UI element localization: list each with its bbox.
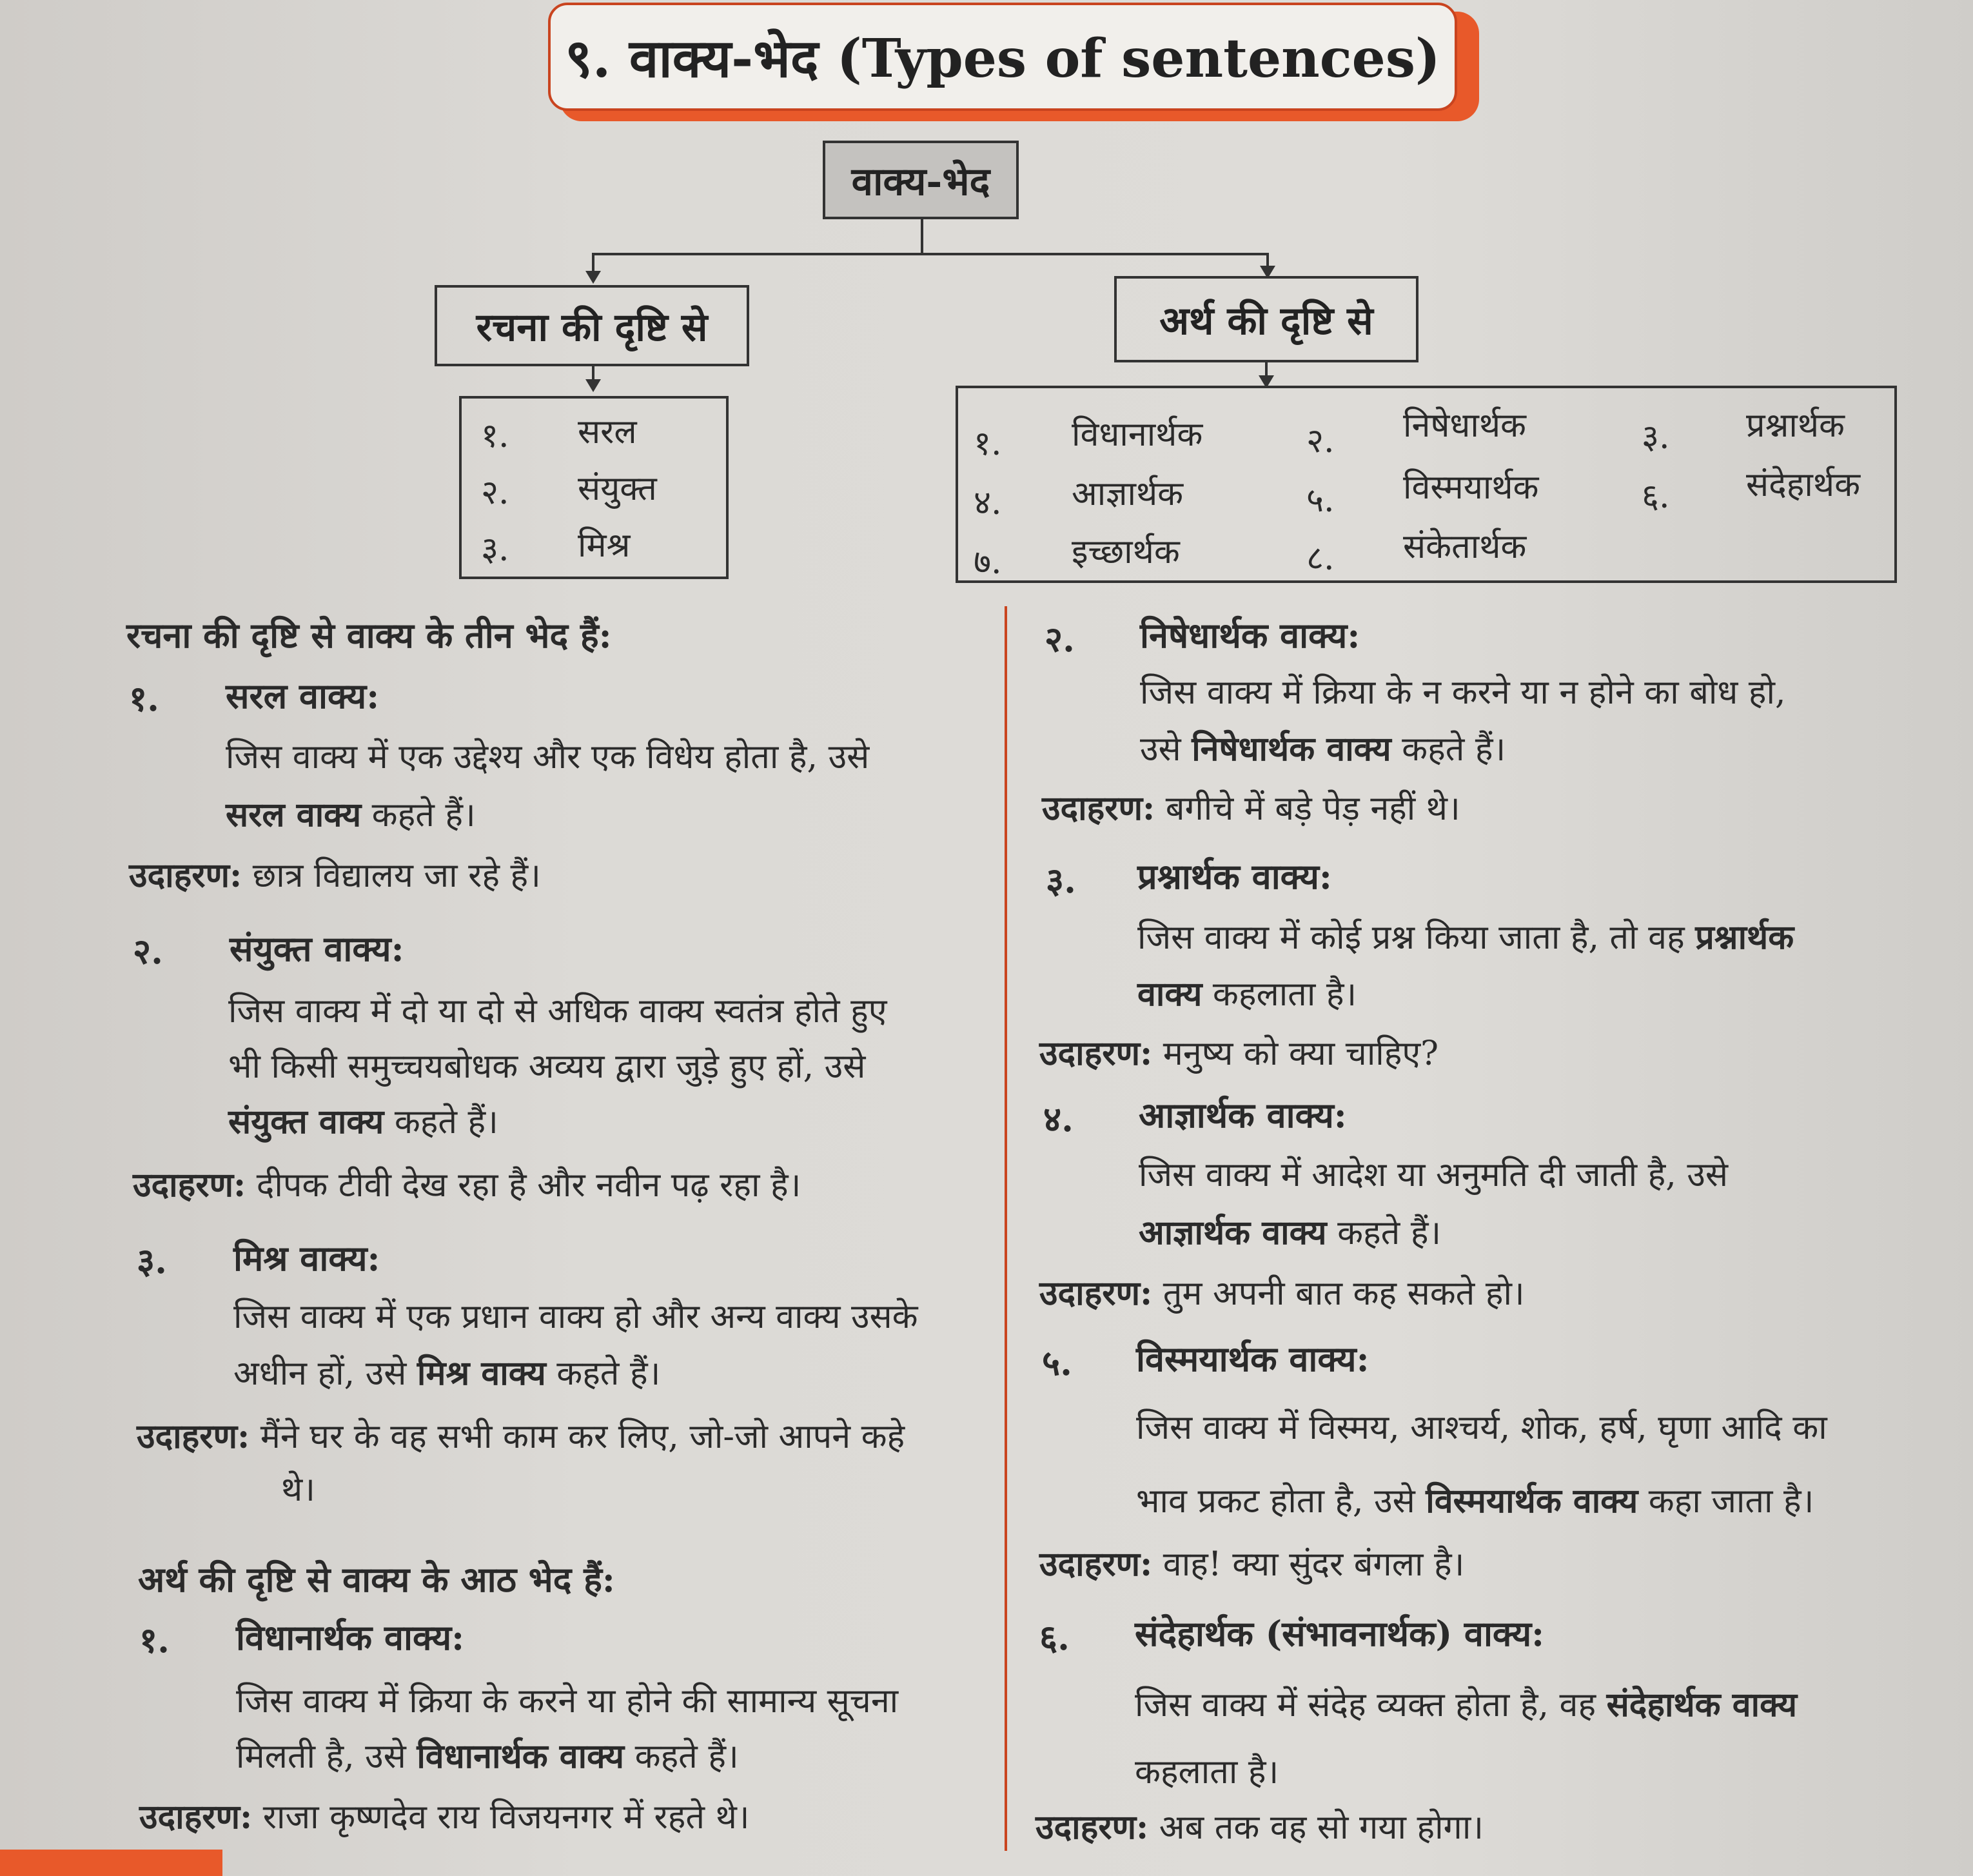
list-num: ३.	[481, 530, 509, 569]
example-label: उदाहरण:	[1039, 1545, 1153, 1584]
definition-line: भी किसी समुच्चयबोधक अव्यय द्वारा जुड़े हुए हों, उसे	[228, 1047, 866, 1086]
connector-root-stem	[921, 219, 923, 254]
section-heading-structure: रचना की दृष्टि से वाक्य के तीन भेद हैं:	[126, 615, 612, 656]
example-line	[139, 1793, 750, 1839]
list-num: ५.	[1306, 481, 1335, 520]
example-label: उदाहरण:	[139, 1797, 253, 1837]
definition-line: जिस वाक्य में विस्मय, आश्चर्य, शोक, हर्ष, घृणा आदि का	[1136, 1408, 1827, 1447]
list-item: सरल	[578, 413, 637, 451]
example-line	[129, 851, 541, 897]
term-bold: प्रश्नार्थक	[1695, 918, 1794, 957]
list-item: आज्ञार्थक	[1072, 475, 1184, 513]
item-number: ४.	[1043, 1098, 1074, 1140]
item-title: विस्मयार्थक वाक्य:	[1136, 1338, 1369, 1379]
definition-line: जिस वाक्य में आदेश या अनुमति दी जाती है, उसे	[1139, 1156, 1728, 1194]
item-title: निषेधार्थक वाक्य:	[1140, 615, 1360, 656]
connector-left-list	[592, 366, 594, 380]
item-title: संयुक्त वाक्य:	[230, 928, 404, 969]
list-num: ८.	[1306, 539, 1335, 578]
list-num: ७.	[974, 543, 1002, 582]
diagram-left-branch-box: रचना की दृष्टि से	[435, 285, 749, 366]
text-span: जिस वाक्य में संदेह व्यक्त होता है, वह	[1135, 1686, 1607, 1724]
structure-types-list	[459, 396, 729, 579]
term-bold: सरल वाक्य	[226, 795, 362, 834]
definition-line	[1139, 1209, 1441, 1254]
item-title: प्रश्नार्थक वाक्य:	[1137, 856, 1332, 897]
example-text: राजा कृष्णदेव राय विजयनगर में रहते थे।	[252, 1798, 750, 1837]
item-number: १.	[129, 678, 159, 719]
example-label: उदाहरण:	[133, 1165, 246, 1205]
list-num: १.	[974, 424, 1002, 463]
list-num: १.	[481, 417, 509, 455]
example-line	[133, 1161, 801, 1207]
term-bold: विधानार्थक वाक्य	[417, 1737, 625, 1776]
item-number: २.	[1045, 618, 1075, 660]
term-bold: आज्ञार्थक वाक्य	[1139, 1213, 1327, 1252]
definition-line	[233, 1349, 660, 1395]
example-text: छात्र विद्यालय जा रहे हैं।	[242, 856, 541, 895]
example-text: दीपक टीवी देख रहा है और नवीन पढ़ रहा है।	[246, 1166, 801, 1205]
list-num: २.	[481, 473, 509, 512]
example-label: उदाहरण:	[137, 1417, 250, 1456]
item-title: सरल वाक्य:	[226, 675, 380, 716]
text-span: अधीन हों, उसे	[233, 1354, 417, 1393]
column-divider	[1005, 606, 1007, 1851]
section-heading-meaning: अर्थ की दृष्टि से वाक्य के आठ भेद हैं:	[138, 1559, 615, 1600]
example-text: बगीचे में बड़े पेड़ नहीं थे।	[1155, 789, 1460, 828]
example-text: मनुष्य को क्या चाहिए?	[1152, 1034, 1438, 1073]
item-title: विधानार्थक वाक्य:	[236, 1617, 465, 1658]
list-item: संदेहार्थक	[1746, 466, 1861, 504]
term-bold: विस्मयार्थक वाक्य	[1426, 1481, 1638, 1521]
text-span: कहलाता है।	[1202, 975, 1357, 1014]
definition-line	[226, 791, 476, 836]
definition-line	[1135, 1681, 1797, 1726]
text-span: कहते हैं।	[1391, 730, 1506, 769]
text-span: कहते हैं।	[384, 1103, 498, 1141]
example-label: उदाहरण:	[129, 856, 242, 895]
page-corner-accent	[0, 1850, 222, 1876]
example-text: मैंने घर के वह सभी काम कर लिए, जो-जो आपने कहे	[250, 1417, 905, 1456]
connector-right-list	[1265, 362, 1268, 377]
list-num: ३.	[1642, 418, 1670, 457]
text-span: कहते हैं।	[545, 1354, 661, 1393]
connector-horizontal	[592, 253, 1269, 255]
definition-line	[236, 1732, 739, 1778]
example-text: तुम अपनी बात कह सकते हो।	[1152, 1274, 1525, 1313]
connector-right-drop	[1266, 253, 1269, 267]
list-num: ६.	[1642, 477, 1670, 516]
text-span: कहते हैं।	[624, 1737, 739, 1776]
item-number: ३.	[1046, 860, 1076, 901]
example-continuation: थे।	[281, 1470, 315, 1509]
item-number: ६.	[1039, 1617, 1070, 1658]
definition-line	[1137, 970, 1357, 1016]
definition-line: जिस वाक्य में एक प्रधान वाक्य हो और अन्य वाक्य उसके	[233, 1298, 918, 1336]
definition-line	[1136, 1477, 1814, 1523]
text-span: जिस वाक्य में कोई प्रश्न किया जाता है, तो वह	[1137, 918, 1696, 957]
page-title: ९. वाक्य-भेद (Types of sentences)	[548, 3, 1457, 111]
definition-line: जिस वाक्य में एक उद्देश्य और एक विधेय होता है, उसे	[226, 738, 870, 776]
example-line	[1039, 1269, 1525, 1315]
definition-line: जिस वाक्य में क्रिया के करने या होने की सामान्य सूचना	[236, 1682, 899, 1721]
connector-left-drop	[592, 253, 594, 272]
item-title: आज्ञार्थक वाक्य:	[1139, 1094, 1347, 1136]
definition-line: जिस वाक्य में दो या दो से अधिक वाक्य स्वतंत्र होते हुए	[228, 992, 887, 1031]
list-item: इच्छार्थक	[1072, 533, 1180, 571]
definition-line: कहलाता है।	[1135, 1753, 1279, 1792]
example-line	[137, 1412, 905, 1458]
term-bold: वाक्य	[1137, 974, 1202, 1014]
example-text: वाह! क्या सुंदर बंगला है।	[1152, 1545, 1465, 1584]
diagram-right-branch-box: अर्थ की दृष्टि से	[1114, 276, 1418, 362]
example-line	[1039, 1029, 1438, 1075]
item-title: संदेहार्थक (संभावनार्थक) वाक्य:	[1135, 1613, 1545, 1654]
text-span: उसे	[1140, 730, 1192, 769]
item-number: १.	[139, 1619, 170, 1661]
list-item: प्रश्नार्थक	[1746, 406, 1845, 445]
example-line	[1042, 784, 1460, 830]
list-num: ४.	[974, 484, 1002, 522]
term-bold: मिश्र वाक्य	[417, 1354, 546, 1393]
list-item: संयुक्त	[578, 469, 657, 508]
example-line	[1039, 1540, 1464, 1586]
example-line	[1036, 1803, 1484, 1849]
example-label: उदाहरण:	[1039, 1034, 1153, 1073]
text-span: कहते हैं।	[361, 796, 476, 834]
list-item: संकेतार्थक	[1403, 528, 1527, 566]
list-item: निषेधार्थक	[1403, 406, 1526, 445]
definition-line	[1137, 913, 1794, 959]
term-bold: संयुक्त वाक्य	[228, 1102, 384, 1141]
example-label: उदाहरण:	[1042, 789, 1155, 828]
term-bold: निषेधार्थक वाक्य	[1192, 729, 1391, 769]
list-num: २.	[1306, 422, 1335, 460]
meaning-types-list	[956, 386, 1897, 583]
text-span: कहा जाता है।	[1638, 1482, 1814, 1521]
example-label: उदाहरण:	[1039, 1274, 1153, 1313]
arrow-down-icon	[585, 271, 601, 284]
definition-line	[228, 1098, 498, 1143]
diagram-root-box: वाक्य-भेद	[823, 141, 1019, 219]
text-span: कहते हैं।	[1326, 1214, 1442, 1252]
list-item: विधानार्थक	[1072, 415, 1203, 454]
definition-line	[1140, 725, 1506, 771]
list-item: विस्मयार्थक	[1403, 468, 1539, 507]
term-bold: संदेहार्थक वाक्य	[1606, 1685, 1798, 1724]
list-item: मिश्र	[578, 526, 631, 565]
example-label: उदाहरण:	[1036, 1808, 1149, 1847]
item-number: २.	[133, 931, 163, 972]
text-span: भाव प्रकट होता है, उसे	[1136, 1482, 1426, 1521]
item-title: मिश्र वाक्य:	[233, 1238, 380, 1279]
text-span: मिलती है, उसे	[236, 1737, 417, 1776]
item-number: ३.	[137, 1240, 167, 1281]
arrow-down-icon	[585, 379, 601, 392]
definition-line: जिस वाक्य में क्रिया के न करने या न होने का बोध हो,	[1140, 673, 1786, 712]
example-text: अब तक वह सो गया होगा।	[1148, 1808, 1484, 1847]
item-number: ५.	[1042, 1342, 1072, 1383]
